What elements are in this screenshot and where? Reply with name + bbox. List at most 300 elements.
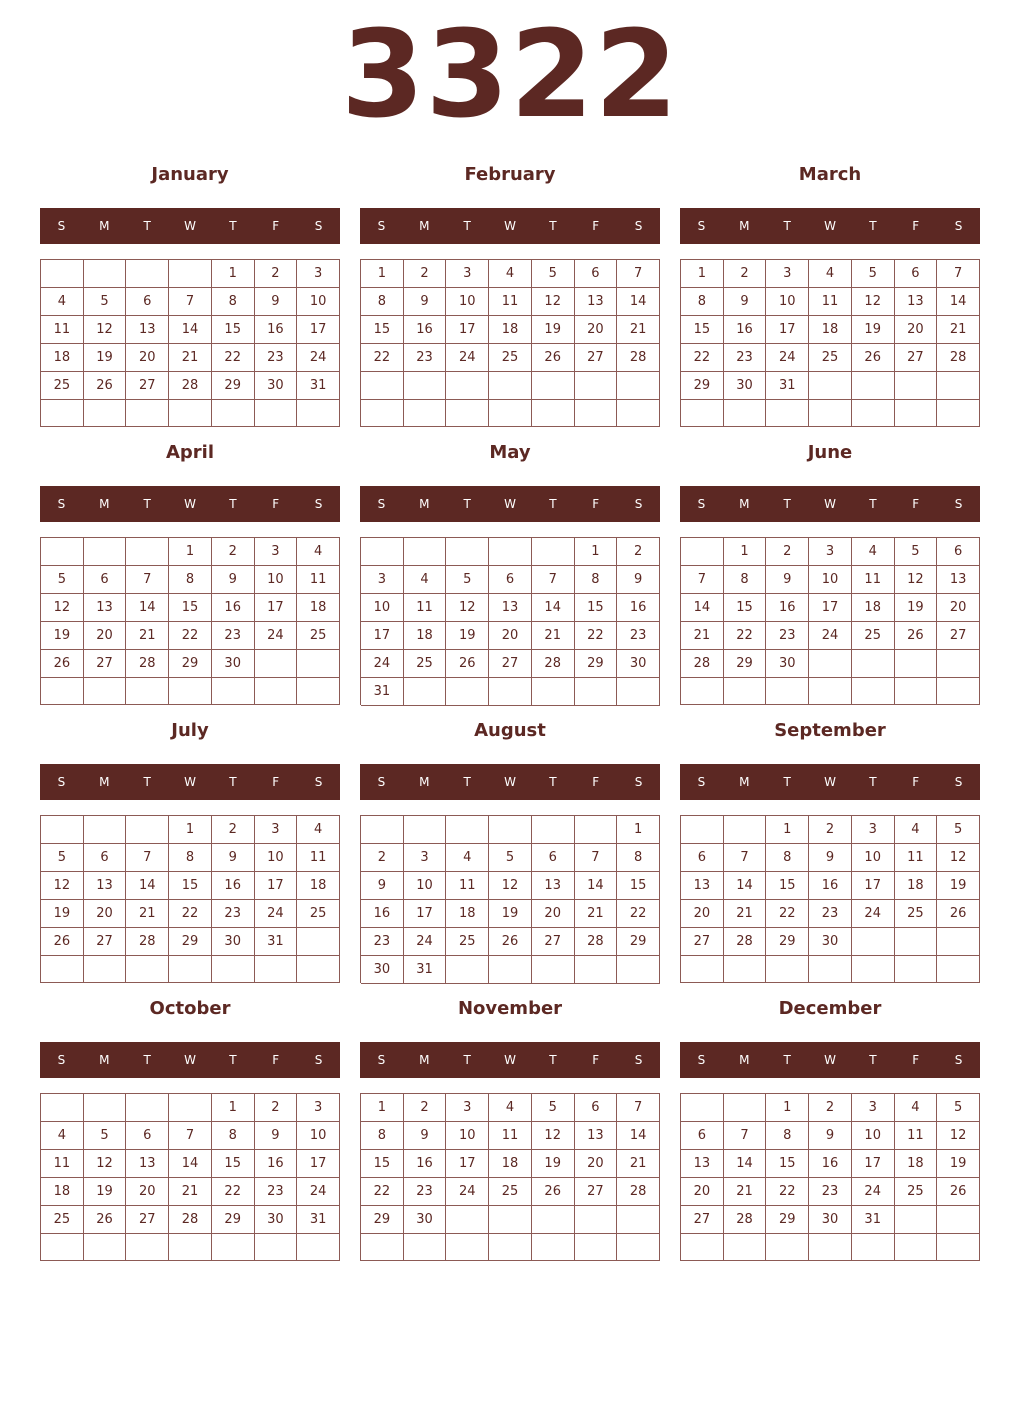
empty-day-cell — [809, 678, 852, 705]
weekday-label: M — [99, 497, 110, 511]
day-cell: 30 — [212, 650, 255, 678]
day-cell: 4 — [446, 844, 489, 872]
day-cell: 3 — [446, 260, 489, 288]
day-cell: 4 — [895, 1094, 938, 1122]
empty-day-cell — [532, 956, 575, 984]
day-cell: 24 — [361, 650, 404, 678]
day-cell: 4 — [489, 1094, 532, 1122]
weekday-label: T — [869, 1053, 877, 1067]
weekday-label: F — [592, 219, 600, 233]
day-cell: 9 — [809, 844, 852, 872]
day-cell: 6 — [575, 1094, 618, 1122]
weekday-label: S — [314, 497, 323, 511]
day-cell: 16 — [361, 900, 404, 928]
weekday-label: W — [824, 775, 836, 789]
weekday-label: S — [954, 775, 963, 789]
day-cell: 9 — [617, 566, 660, 594]
empty-day-cell — [532, 678, 575, 706]
empty-day-cell — [41, 1094, 84, 1122]
empty-day-cell — [575, 1234, 618, 1261]
day-cell: 15 — [681, 316, 724, 344]
day-cell: 18 — [809, 316, 852, 344]
empty-day-cell — [361, 1234, 404, 1261]
empty-day-cell — [852, 956, 895, 983]
day-grid — [680, 815, 980, 983]
day-cell: 18 — [41, 344, 84, 372]
day-cell: 26 — [937, 900, 980, 928]
day-cell: 3 — [446, 1094, 489, 1122]
day-cell: 13 — [126, 1150, 169, 1178]
day-cell: 22 — [681, 344, 724, 372]
weekday-label: M — [739, 775, 750, 789]
day-cell: 6 — [681, 844, 724, 872]
day-cell: 22 — [361, 1178, 404, 1206]
day-cell: 27 — [84, 928, 127, 956]
day-cell: 18 — [297, 872, 340, 900]
day-cell: 28 — [575, 928, 618, 956]
day-cell: 19 — [937, 1150, 980, 1178]
day-cell: 4 — [41, 288, 84, 316]
day-cell: 28 — [724, 1206, 767, 1234]
day-cell: 11 — [297, 566, 340, 594]
day-cell: 11 — [297, 844, 340, 872]
weekday-label: F — [592, 775, 600, 789]
day-cell: 19 — [489, 900, 532, 928]
day-cell: 6 — [681, 1122, 724, 1150]
day-cell: 5 — [895, 538, 938, 566]
day-cell: 4 — [297, 816, 340, 844]
empty-day-cell — [575, 678, 618, 706]
day-cell: 27 — [681, 1206, 724, 1234]
day-cell: 24 — [297, 344, 340, 372]
day-cell: 4 — [297, 538, 340, 566]
empty-day-cell — [84, 1094, 127, 1122]
empty-day-cell — [489, 1234, 532, 1261]
day-cell: 7 — [681, 566, 724, 594]
day-cell: 29 — [361, 1206, 404, 1234]
day-grid — [680, 537, 980, 705]
day-cell: 23 — [255, 344, 298, 372]
day-cell: 25 — [809, 344, 852, 372]
day-cell: 11 — [41, 1150, 84, 1178]
empty-day-cell — [852, 928, 895, 956]
empty-day-cell — [575, 1206, 618, 1234]
empty-day-cell — [852, 400, 895, 427]
day-cell: 14 — [532, 594, 575, 622]
empty-day-cell — [126, 260, 169, 288]
day-cell: 6 — [489, 566, 532, 594]
day-cell: 24 — [297, 1178, 340, 1206]
empty-day-cell — [126, 1234, 169, 1261]
day-cell: 8 — [766, 844, 809, 872]
day-cell: 7 — [169, 1122, 212, 1150]
empty-day-cell — [617, 400, 660, 428]
empty-day-cell — [809, 650, 852, 678]
weekday-label: T — [783, 497, 791, 511]
empty-day-cell — [489, 400, 532, 428]
day-cell: 23 — [404, 1178, 447, 1206]
weekday-label: S — [377, 775, 386, 789]
day-cell: 20 — [937, 594, 980, 622]
day-cell: 26 — [937, 1178, 980, 1206]
day-cell: 14 — [724, 872, 767, 900]
empty-day-cell — [937, 678, 980, 705]
day-cell: 21 — [937, 316, 980, 344]
day-cell: 1 — [212, 1094, 255, 1122]
empty-day-cell — [895, 372, 938, 400]
day-cell: 6 — [126, 288, 169, 316]
empty-day-cell — [84, 816, 127, 844]
day-cell: 23 — [361, 928, 404, 956]
empty-day-cell — [169, 1094, 212, 1122]
day-cell: 4 — [852, 538, 895, 566]
day-cell: 12 — [532, 1122, 575, 1150]
weekday-label: S — [697, 219, 706, 233]
day-cell: 30 — [255, 372, 298, 400]
day-cell: 8 — [169, 566, 212, 594]
day-cell: 30 — [617, 650, 660, 678]
day-cell: 2 — [766, 538, 809, 566]
empty-day-cell — [169, 1234, 212, 1261]
empty-day-cell — [41, 956, 84, 983]
day-cell: 9 — [404, 288, 447, 316]
day-cell: 13 — [489, 594, 532, 622]
weekday-label: F — [272, 775, 280, 789]
day-cell: 24 — [446, 344, 489, 372]
day-cell: 13 — [84, 872, 127, 900]
day-cell: 15 — [169, 872, 212, 900]
day-cell: 28 — [532, 650, 575, 678]
day-cell: 28 — [169, 1206, 212, 1234]
day-cell: 1 — [766, 1094, 809, 1122]
empty-day-cell — [361, 372, 404, 400]
empty-day-cell — [724, 678, 767, 705]
day-cell: 10 — [766, 288, 809, 316]
day-cell: 27 — [575, 1178, 618, 1206]
weekday-label: F — [272, 219, 280, 233]
day-cell: 27 — [937, 622, 980, 650]
day-cell: 27 — [84, 650, 127, 678]
day-cell: 29 — [681, 372, 724, 400]
weekday-label: T — [549, 497, 557, 511]
month-name: October — [149, 998, 231, 1019]
day-cell: 4 — [404, 566, 447, 594]
day-cell: 5 — [937, 816, 980, 844]
empty-day-cell — [895, 678, 938, 705]
day-cell: 24 — [766, 344, 809, 372]
weekday-label: T — [463, 775, 471, 789]
day-cell: 1 — [617, 816, 660, 844]
month-name: January — [151, 164, 229, 185]
day-cell: 16 — [255, 316, 298, 344]
empty-day-cell — [681, 1094, 724, 1122]
day-cell: 10 — [255, 844, 298, 872]
day-cell: 7 — [724, 844, 767, 872]
weekday-label: F — [912, 775, 920, 789]
day-cell: 18 — [852, 594, 895, 622]
day-cell: 22 — [766, 900, 809, 928]
day-cell: 12 — [489, 872, 532, 900]
empty-day-cell — [617, 956, 660, 984]
day-cell: 11 — [895, 844, 938, 872]
day-grid — [40, 1093, 340, 1261]
day-cell: 6 — [84, 566, 127, 594]
day-cell: 20 — [126, 1178, 169, 1206]
day-cell: 16 — [809, 872, 852, 900]
empty-day-cell — [681, 678, 724, 705]
empty-day-cell — [681, 956, 724, 983]
day-cell: 13 — [575, 1122, 618, 1150]
empty-day-cell — [766, 956, 809, 983]
empty-day-cell — [809, 400, 852, 427]
day-cell: 30 — [404, 1206, 447, 1234]
empty-day-cell — [361, 816, 404, 844]
empty-day-cell — [126, 538, 169, 566]
empty-day-cell — [361, 538, 404, 566]
day-cell: 7 — [126, 566, 169, 594]
day-cell: 17 — [297, 316, 340, 344]
day-cell: 2 — [361, 844, 404, 872]
day-cell: 16 — [766, 594, 809, 622]
day-cell: 16 — [809, 1150, 852, 1178]
day-cell: 27 — [126, 372, 169, 400]
empty-day-cell — [404, 538, 447, 566]
day-cell: 21 — [126, 622, 169, 650]
weekday-label: S — [314, 219, 323, 233]
day-cell: 5 — [41, 844, 84, 872]
day-cell: 20 — [681, 1178, 724, 1206]
day-cell: 24 — [809, 622, 852, 650]
weekday-header — [680, 764, 980, 800]
weekday-header — [40, 1042, 340, 1078]
empty-day-cell — [681, 538, 724, 566]
empty-day-cell — [766, 400, 809, 427]
month-name: February — [464, 164, 556, 185]
day-cell: 22 — [361, 344, 404, 372]
weekday-label: T — [549, 775, 557, 789]
month-name: August — [474, 720, 546, 741]
day-cell: 16 — [255, 1150, 298, 1178]
day-cell: 10 — [404, 872, 447, 900]
weekday-label: T — [229, 219, 237, 233]
day-cell: 23 — [766, 622, 809, 650]
day-cell: 11 — [41, 316, 84, 344]
empty-day-cell — [446, 372, 489, 400]
empty-day-cell — [255, 956, 298, 983]
day-cell: 24 — [255, 900, 298, 928]
day-cell: 16 — [617, 594, 660, 622]
empty-day-cell — [255, 400, 298, 427]
day-cell: 24 — [255, 622, 298, 650]
empty-day-cell — [446, 816, 489, 844]
empty-day-cell — [404, 816, 447, 844]
day-cell: 18 — [446, 900, 489, 928]
day-cell: 19 — [84, 1178, 127, 1206]
day-cell: 15 — [766, 872, 809, 900]
day-cell: 20 — [575, 1150, 618, 1178]
empty-day-cell — [532, 400, 575, 428]
day-cell: 14 — [169, 1150, 212, 1178]
weekday-label: T — [143, 497, 151, 511]
empty-day-cell — [404, 400, 447, 428]
day-cell: 30 — [809, 928, 852, 956]
day-cell: 19 — [532, 316, 575, 344]
weekday-header — [680, 486, 980, 522]
empty-day-cell — [617, 1206, 660, 1234]
day-cell: 2 — [404, 260, 447, 288]
day-cell: 6 — [937, 538, 980, 566]
day-cell: 2 — [809, 816, 852, 844]
empty-day-cell — [937, 650, 980, 678]
empty-day-cell — [297, 650, 340, 678]
day-cell: 14 — [724, 1150, 767, 1178]
empty-day-cell — [895, 956, 938, 983]
empty-day-cell — [297, 928, 340, 956]
day-grid — [360, 537, 660, 705]
day-cell: 1 — [169, 816, 212, 844]
day-cell: 22 — [766, 1178, 809, 1206]
day-cell: 8 — [724, 566, 767, 594]
weekday-header — [680, 1042, 980, 1078]
weekday-label: T — [549, 219, 557, 233]
day-cell: 28 — [724, 928, 767, 956]
day-cell: 3 — [255, 538, 298, 566]
day-cell: 20 — [126, 344, 169, 372]
day-cell: 3 — [297, 260, 340, 288]
day-cell: 10 — [852, 844, 895, 872]
day-cell: 17 — [255, 594, 298, 622]
day-cell: 27 — [575, 344, 618, 372]
day-cell: 20 — [84, 622, 127, 650]
weekday-label: M — [419, 497, 430, 511]
day-cell: 10 — [809, 566, 852, 594]
day-grid — [360, 815, 660, 983]
weekday-label: M — [99, 219, 110, 233]
day-cell: 22 — [212, 1178, 255, 1206]
day-grid — [360, 259, 660, 427]
day-cell: 29 — [724, 650, 767, 678]
empty-day-cell — [766, 678, 809, 705]
empty-day-cell — [126, 400, 169, 427]
day-cell: 23 — [617, 622, 660, 650]
weekday-label: T — [869, 775, 877, 789]
day-cell: 5 — [532, 1094, 575, 1122]
empty-day-cell — [212, 956, 255, 983]
day-cell: 26 — [41, 928, 84, 956]
day-cell: 5 — [937, 1094, 980, 1122]
day-cell: 5 — [41, 566, 84, 594]
weekday-header — [360, 1042, 660, 1078]
day-cell: 26 — [489, 928, 532, 956]
day-cell: 13 — [681, 1150, 724, 1178]
day-cell: 24 — [852, 900, 895, 928]
day-cell: 21 — [169, 1178, 212, 1206]
weekday-label: W — [504, 1053, 516, 1067]
day-cell: 14 — [681, 594, 724, 622]
empty-day-cell — [255, 1234, 298, 1261]
day-cell: 22 — [575, 622, 618, 650]
day-cell: 25 — [297, 900, 340, 928]
day-cell: 3 — [852, 816, 895, 844]
day-cell: 22 — [212, 344, 255, 372]
day-cell: 5 — [852, 260, 895, 288]
day-cell: 15 — [361, 1150, 404, 1178]
empty-day-cell — [126, 678, 169, 705]
day-cell: 7 — [937, 260, 980, 288]
empty-day-cell — [532, 372, 575, 400]
day-cell: 27 — [532, 928, 575, 956]
empty-day-cell — [41, 816, 84, 844]
day-cell: 3 — [361, 566, 404, 594]
empty-day-cell — [575, 956, 618, 984]
day-cell: 27 — [126, 1206, 169, 1234]
weekday-label: T — [143, 1053, 151, 1067]
weekday-header — [40, 486, 340, 522]
day-cell: 11 — [489, 288, 532, 316]
empty-day-cell — [84, 678, 127, 705]
day-cell: 12 — [852, 288, 895, 316]
day-cell: 6 — [575, 260, 618, 288]
day-cell: 8 — [212, 288, 255, 316]
day-cell: 2 — [212, 538, 255, 566]
day-cell: 17 — [852, 872, 895, 900]
weekday-label: S — [57, 775, 66, 789]
day-cell: 25 — [489, 344, 532, 372]
day-cell: 5 — [532, 260, 575, 288]
day-cell: 4 — [41, 1122, 84, 1150]
day-cell: 25 — [41, 1206, 84, 1234]
day-cell: 20 — [575, 316, 618, 344]
weekday-label: S — [954, 219, 963, 233]
empty-day-cell — [724, 956, 767, 983]
empty-day-cell — [489, 816, 532, 844]
empty-day-cell — [126, 1094, 169, 1122]
day-cell: 27 — [489, 650, 532, 678]
month-name: November — [457, 998, 563, 1019]
day-cell: 10 — [446, 288, 489, 316]
day-cell: 12 — [532, 288, 575, 316]
day-cell: 18 — [489, 1150, 532, 1178]
empty-day-cell — [852, 678, 895, 705]
day-cell: 3 — [297, 1094, 340, 1122]
day-cell: 26 — [84, 372, 127, 400]
empty-day-cell — [169, 678, 212, 705]
empty-day-cell — [404, 1234, 447, 1261]
empty-day-cell — [724, 400, 767, 427]
day-cell: 31 — [404, 956, 447, 984]
weekday-label: T — [229, 775, 237, 789]
empty-day-cell — [489, 372, 532, 400]
empty-day-cell — [895, 650, 938, 678]
day-cell: 7 — [126, 844, 169, 872]
day-cell: 1 — [169, 538, 212, 566]
day-cell: 6 — [126, 1122, 169, 1150]
day-cell: 12 — [937, 844, 980, 872]
day-cell: 28 — [126, 928, 169, 956]
day-cell: 9 — [766, 566, 809, 594]
month-name: December — [778, 998, 882, 1019]
day-cell: 14 — [575, 872, 618, 900]
empty-day-cell — [766, 1234, 809, 1261]
weekday-label: W — [184, 219, 196, 233]
day-cell: 6 — [532, 844, 575, 872]
day-cell: 8 — [575, 566, 618, 594]
day-cell: 15 — [617, 872, 660, 900]
empty-day-cell — [212, 1234, 255, 1261]
empty-day-cell — [532, 1206, 575, 1234]
day-cell: 2 — [724, 260, 767, 288]
day-cell: 10 — [446, 1122, 489, 1150]
